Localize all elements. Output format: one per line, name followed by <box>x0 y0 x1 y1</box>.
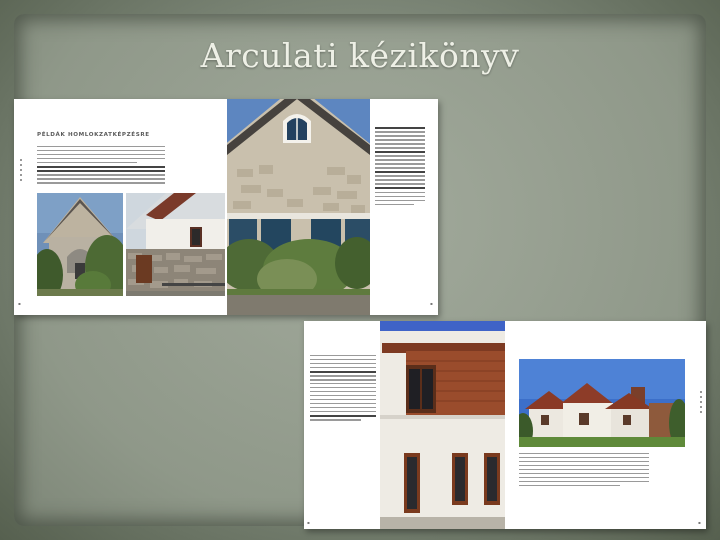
stone-house-photo <box>227 99 370 315</box>
book-spread-1 <box>14 99 438 315</box>
page-side-marker <box>20 159 22 183</box>
spread1-body-text <box>37 146 165 186</box>
book-spread-2 <box>304 321 706 529</box>
village-house-photo <box>519 359 685 447</box>
wood-clad-building-photo <box>380 321 505 529</box>
slide-title: Arculati kézikönyv <box>200 36 520 75</box>
spread2-right-page <box>505 321 706 529</box>
spread2-left-text <box>310 355 376 423</box>
spread1-right-text <box>375 127 425 208</box>
spread1-right-page <box>227 99 438 315</box>
spread2-left-page <box>304 321 505 529</box>
spread1-left-page <box>14 99 227 315</box>
page-number-right-2: ▪ <box>698 520 701 525</box>
page-side-marker-2 <box>700 391 702 415</box>
page-number-left: ▪ <box>18 301 21 306</box>
white-house-photo <box>126 193 225 296</box>
church-photo <box>37 193 123 296</box>
page-number-right: ▪ <box>430 301 433 306</box>
spread1-heading: PÉLDÁK HOMLOKZATKÉPZÉSRE <box>37 132 150 138</box>
page-number-left-2: ▪ <box>307 520 310 525</box>
spread2-right-text <box>519 453 649 489</box>
